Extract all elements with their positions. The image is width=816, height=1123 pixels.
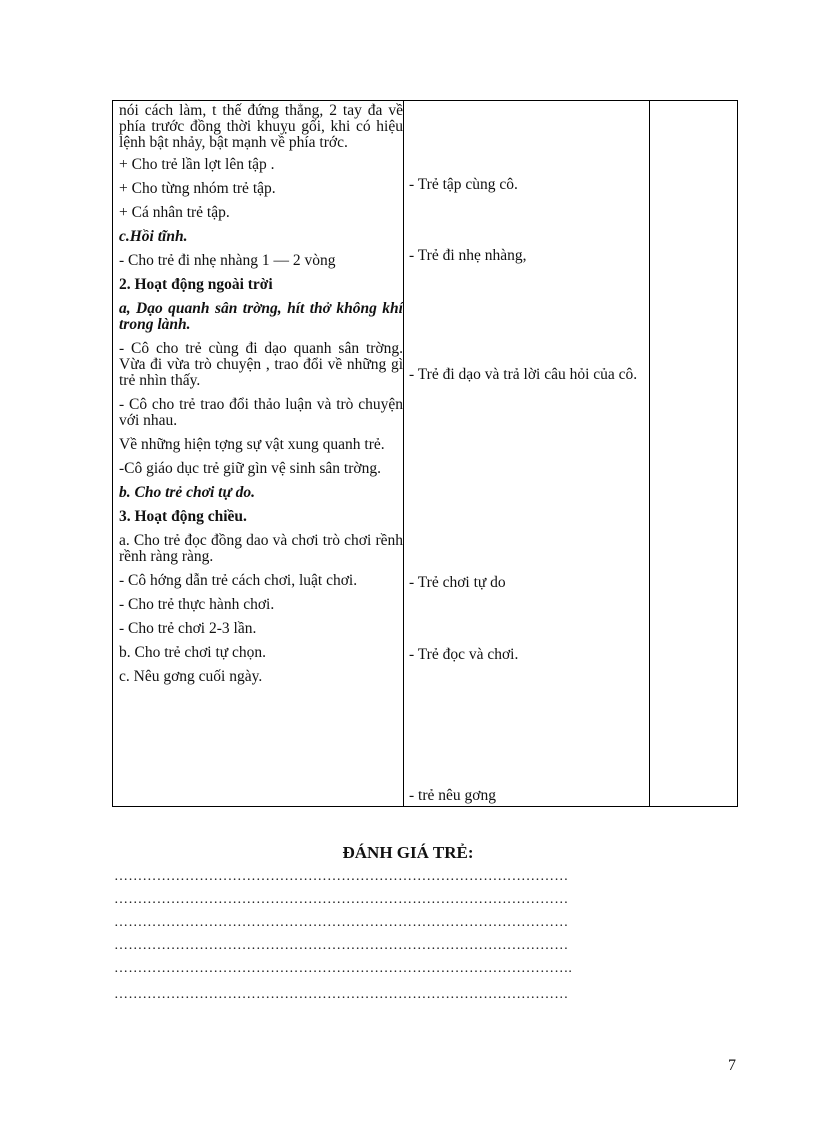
teacher-activities-column bbox=[119, 103, 403, 693]
child-activity: - Trẻ tập cùng cô. bbox=[409, 176, 518, 193]
child-activity: - Trẻ chơi tự do bbox=[409, 574, 506, 591]
activity-line: b. Cho trẻ chơi tự chọn. bbox=[119, 644, 267, 661]
lesson-plan-table bbox=[112, 100, 738, 807]
column-divider-1 bbox=[403, 101, 404, 806]
evaluation-line: …………………………………………………………………………………… bbox=[114, 939, 569, 953]
evaluation-line: …………………………………………………………………………………… bbox=[114, 870, 569, 884]
column-divider-2 bbox=[649, 101, 650, 806]
child-activity: - Trẻ đi nhẹ nhàng, bbox=[409, 247, 527, 264]
activity-line: - Cho trẻ chơi 2-3 lần. bbox=[119, 620, 257, 637]
evaluation-title: ĐÁNH GIÁ TRẺ: bbox=[342, 843, 474, 862]
activity-line: c. Nêu gơng cuối ngày. bbox=[119, 668, 263, 685]
evaluation-line: …………………………………………………………………………………… bbox=[114, 916, 569, 930]
activity-line: + Cá nhân trẻ tập. bbox=[119, 204, 230, 221]
activity-line: a. Cho trẻ đọc đồng dao và chơi trò chơi rềnh rềnh ràng ràng. bbox=[119, 532, 403, 565]
child-activity: - trẻ nêu gơng bbox=[409, 787, 496, 804]
section-heading-afternoon: 3. Hoạt động chiều. bbox=[119, 508, 247, 525]
subheading-free-play: b. Cho trẻ chơi tự do. bbox=[119, 484, 256, 501]
subheading-walk: a, Dạo quanh sân trờng, hít thở không khí trong lành. bbox=[119, 300, 403, 333]
activity-line: - Cho trẻ thực hành chơi. bbox=[119, 596, 275, 613]
activity-line: -Cô giáo dục trẻ giữ gìn vệ sinh sân trờng. bbox=[119, 460, 381, 477]
section-heading-cooldown: c.Hồi tĩnh. bbox=[119, 228, 188, 245]
activity-line: + Cho từng nhóm trẻ tập. bbox=[119, 180, 276, 197]
activity-line: - Cô cho trẻ trao đổi thảo luận và trò chuyện với nhau. bbox=[119, 396, 403, 429]
section-heading-outdoor: 2. Hoạt động ngoài trời bbox=[119, 276, 273, 293]
activity-line: + Cho trẻ lần lợt lên tập . bbox=[119, 156, 275, 173]
activity-line: - Cho trẻ đi nhẹ nhàng 1 — 2 vòng bbox=[119, 252, 336, 269]
child-activity: - Trẻ đọc và chơi. bbox=[409, 646, 519, 663]
activity-line: - Cô hớng dẫn trẻ cách chơi, luật chơi. bbox=[119, 572, 358, 589]
child-activity: - Trẻ đi dạo và trả lời câu hỏi của cô. bbox=[409, 366, 638, 383]
page-number: 7 bbox=[728, 1057, 736, 1074]
evaluation-line: ……………………………………………………………………………………. bbox=[114, 962, 573, 976]
evaluation-line: …………………………………………………………………………………… bbox=[114, 893, 569, 907]
evaluation-line: …………………………………………………………………………………… bbox=[114, 988, 569, 1002]
activity-line: Về những hiện tợng sự vật xung quanh trẻ. bbox=[119, 436, 385, 453]
activity-line: - Cô cho trẻ cùng đi dạo quanh sân trờng. Vừa đi vừa trò chuyện , trao đổi về những gì trẻ nhìn thấy. bbox=[119, 340, 403, 389]
exercise-instructions: nói cách làm, t thế đứng thẳng, 2 tay đa về phía trước đồng thời khuỵu gối, khi có hiệu lệnh bật nhảy, bật mạnh về phía trớc. bbox=[119, 102, 403, 151]
